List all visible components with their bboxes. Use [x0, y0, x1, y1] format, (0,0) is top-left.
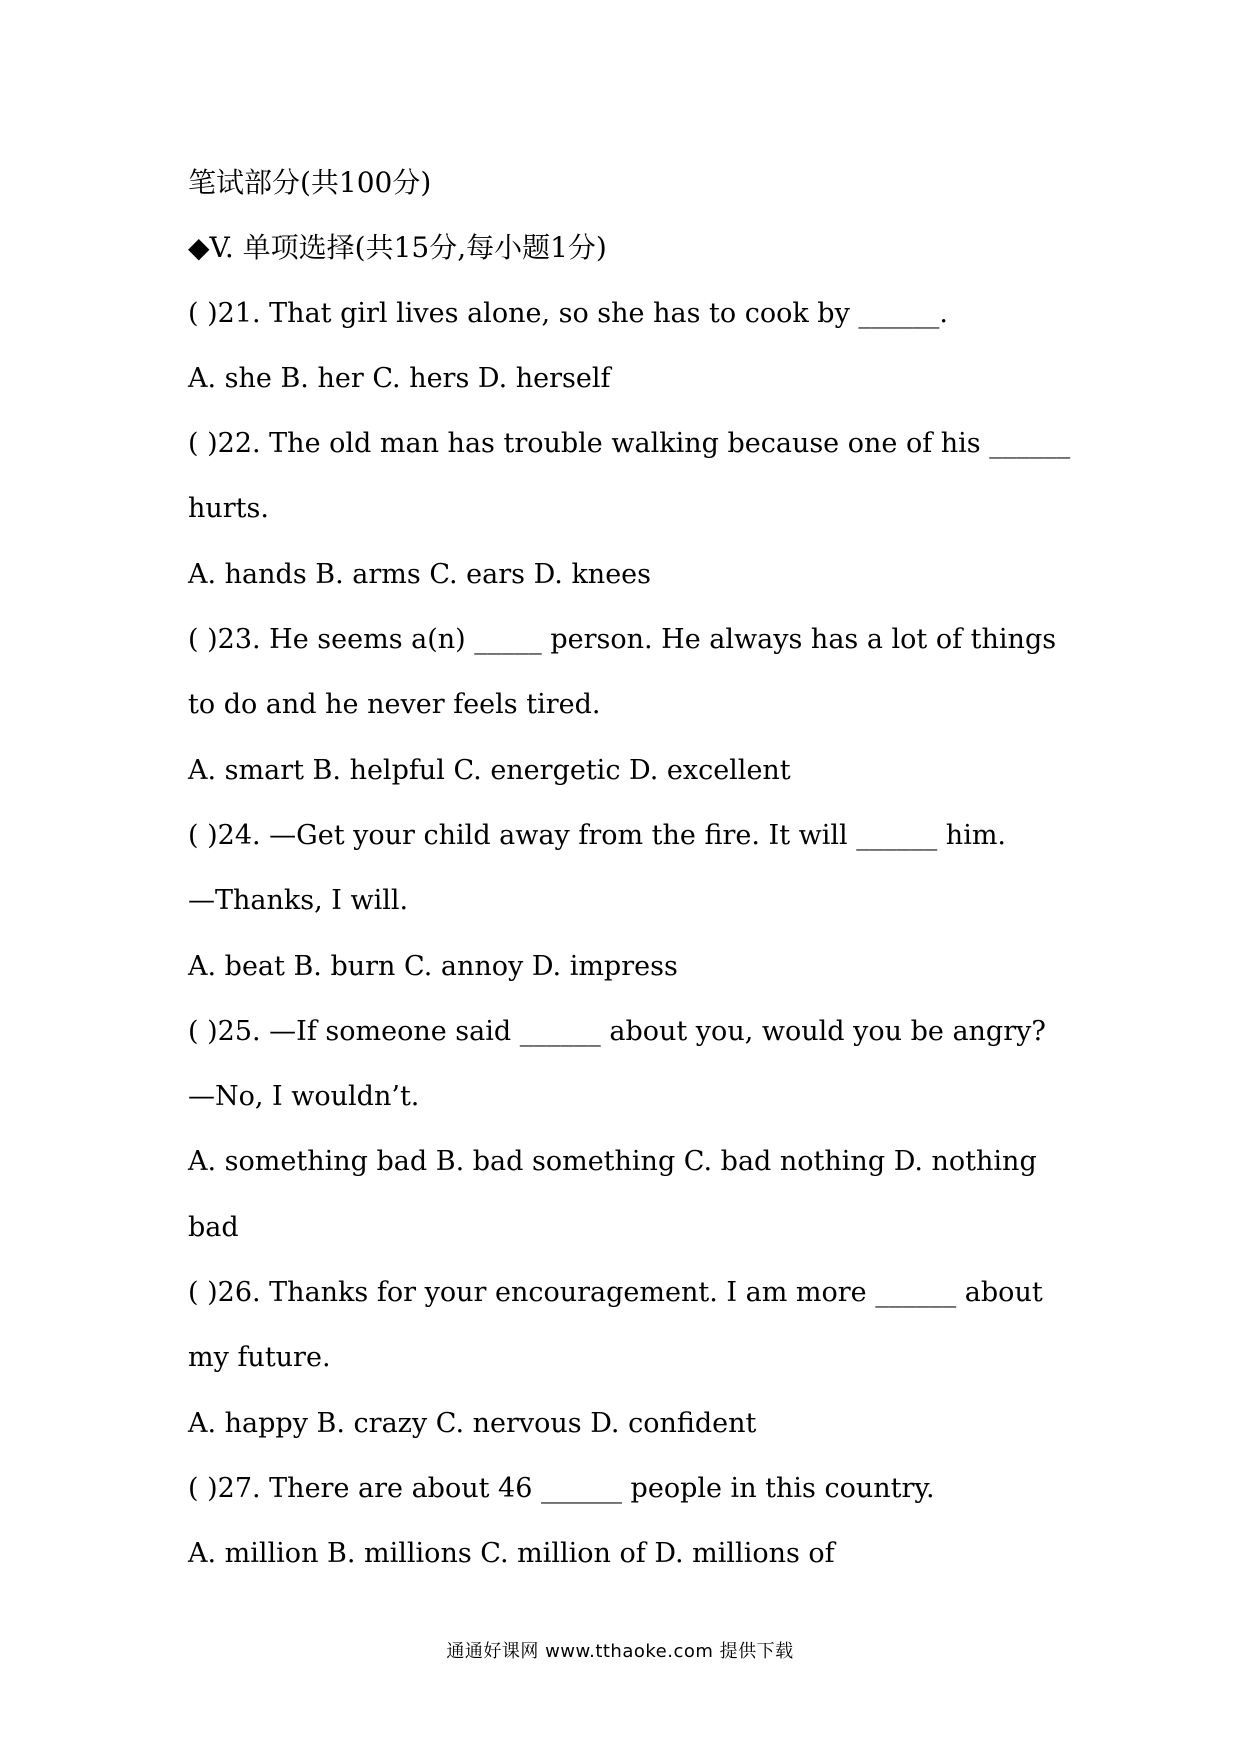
exam-title: 笔试部分(共100分) — [188, 166, 432, 199]
exam-content — [188, 160, 1071, 1597]
options-26: A. happy B. crazy C. nervous D. confident — [188, 1407, 757, 1439]
question-22: ( )22. The old man has trouble walking because one of his ______ — [188, 428, 1071, 460]
page-footer: 通通好课网 www.tthaoke.com 提供下载 — [446, 1641, 794, 1662]
section-heading: ◆V. 单项选择(共15分,每小题1分) — [188, 231, 607, 265]
options-21: A. she B. her C. hers D. herself — [188, 362, 611, 394]
options-27: A. million B. millions C. million of D. millions of — [188, 1538, 835, 1570]
question-24: ( )24. —Get your child away from the fire. It will ______ him. — [188, 819, 1007, 851]
options-25: A. something bad B. bad something C. bad nothing D. nothing — [188, 1146, 1037, 1178]
question-26-continued: my future. — [188, 1342, 331, 1374]
options-22: A. hands B. arms C. ears D. knees — [188, 558, 652, 590]
question-21: ( )21. That girl lives alone, so she has to cook by ______. — [188, 297, 948, 329]
question-23: ( )23. He seems a(n) _____ person. He always has a lot of things — [188, 624, 1057, 656]
question-22-continued: hurts. — [188, 493, 269, 525]
question-23-continued: to do and he never feels tired. — [188, 689, 601, 721]
question-25: ( )25. —If someone said ______ about you, would you be angry? — [188, 1015, 1046, 1047]
options-23: A. smart B. helpful C. energetic D. excellent — [188, 754, 791, 786]
question-27: ( )27. There are about 46 ______ people in this country. — [188, 1472, 935, 1504]
question-26: ( )26. Thanks for your encouragement. I am more ______ about — [188, 1277, 1043, 1309]
question-24-reply: —Thanks, I will. — [188, 885, 409, 917]
question-25-reply: —No, I wouldn’t. — [188, 1081, 420, 1113]
options-25-continued: bad — [188, 1211, 239, 1243]
options-24: A. beat B. burn C. annoy D. impress — [188, 950, 678, 982]
